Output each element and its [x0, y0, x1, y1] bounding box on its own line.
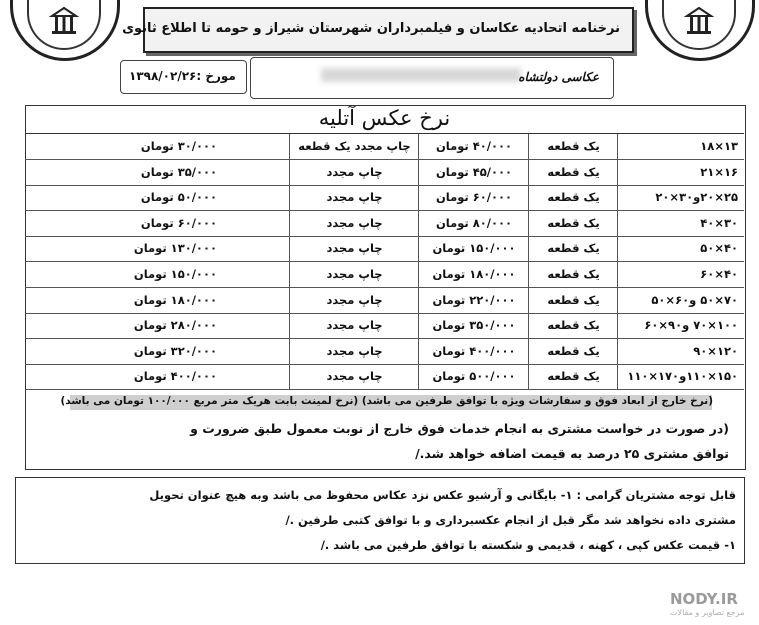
- reprint-price-cell: ۱۳۰/۰۰۰ تومان: [133, 241, 217, 256]
- size-cell: ۷۰×۵۰ و۶۰×۵۰: [617, 288, 744, 313]
- size-cell: ۱۵۰×۱۱۰و۱۷۰×۱۱۰: [617, 364, 744, 389]
- table-row: [25, 262, 744, 288]
- building-icon: [49, 6, 79, 36]
- site-watermark: [670, 590, 744, 617]
- unit-cell: یک قطعه: [528, 288, 618, 313]
- unit-cell: یک قطعه: [528, 339, 618, 364]
- table-row: [25, 364, 744, 390]
- size-cell: ۱۳×۱۸: [617, 134, 744, 159]
- unit-cell: یک قطعه: [528, 364, 618, 389]
- price-cell: ۸۰/۰۰۰ تومان: [418, 211, 529, 236]
- attention-line-3: ۱- قیمت عکس کپی ، کهنه ، قدیمی و شکسته با توافق طرفین می باشد ./: [320, 538, 736, 552]
- table-row: [25, 313, 744, 339]
- reprint-price-cell: ۲۸۰/۰۰۰ تومان: [133, 318, 217, 333]
- title-box: [122, 7, 634, 53]
- size-cell: ۲۵×۲۰و۳۰×۲۰: [617, 185, 744, 210]
- reprint-price-cell: ۳۲۰/۰۰۰ تومان: [133, 343, 217, 358]
- reprint-price-cell: ۱۸۰/۰۰۰ تومان: [133, 292, 217, 307]
- reprint-cell: چاپ مجدد: [289, 339, 419, 364]
- surcharge-note: توافق مشتری ۲۵ درصد به قیمت اضافه خواهد شد./: [415, 446, 729, 461]
- reprint-price-cell: ۳۰/۰۰۰ تومان: [140, 139, 217, 153]
- date-box: [120, 60, 247, 94]
- studio-name: عکاسی دولتشاه: [518, 70, 599, 84]
- redacted-area: [321, 68, 521, 82]
- table-row: [25, 288, 744, 314]
- price-cell: ۶۰/۰۰۰ تومان: [418, 185, 529, 210]
- unit-cell: یک قطعه: [528, 313, 618, 338]
- union-emblem-left: [10, 0, 120, 61]
- size-cell: ۴۰×۶۰: [617, 262, 744, 287]
- union-emblem-right: [645, 0, 755, 61]
- unit-cell: یک قطعه: [528, 185, 618, 210]
- table-row: [25, 211, 744, 237]
- building-icon: [684, 6, 714, 36]
- unit-cell: یک قطعه: [528, 262, 618, 287]
- table-row: [25, 160, 744, 186]
- unit-cell: یک قطعه: [528, 211, 618, 236]
- attention-line-2: مشتری داده نخواهد شد مگر قبل از انجام عکسبرداری و با توافق کتبی طرفین ./: [285, 513, 736, 527]
- table-row: [25, 236, 744, 262]
- urgent-service-note: (در صورت در خواست مشتری به انجام خدمات فوق خارج از نوبت معمول طبق ضرورت و: [190, 421, 729, 436]
- table-row: [25, 134, 744, 160]
- price-cell: ۱۵۰/۰۰۰ تومان: [418, 236, 529, 261]
- page-title: نرخنامه اتحادیه عکاسان و فیلمبرداران شهرستان شیراز و حومه تا اطلاع ثانوی: [122, 21, 620, 36]
- table-banner: [25, 105, 744, 134]
- reprint-price-cell: ۳۵/۰۰۰ تومان: [140, 164, 217, 179]
- reprint-price-cell: ۵۰/۰۰۰ تومان: [140, 190, 217, 205]
- price-cell: ۲۲۰/۰۰۰ تومان: [418, 288, 529, 313]
- reprint-cell: چاپ مجدد: [289, 185, 419, 210]
- size-cell: ۱۶×۲۱: [617, 160, 744, 185]
- reprint-cell: چاپ مجدد: [289, 211, 419, 236]
- reprint-cell: چاپ مجدد: [289, 160, 419, 185]
- unit-cell: یک قطعه: [528, 134, 618, 159]
- size-cell: ۴۰×۵۰: [617, 236, 744, 261]
- size-cell: ۱۰۰×۷۰ و۹۰×۶۰: [617, 313, 744, 338]
- table-row: [25, 185, 744, 211]
- reprint-price-cell: ۱۵۰/۰۰۰ تومان: [133, 267, 217, 281]
- reprint-cell: چاپ مجدد: [289, 262, 419, 287]
- size-cell: ۳۰×۴۰: [617, 211, 744, 236]
- price-cell: ۳۵۰/۰۰۰ تومان: [418, 313, 529, 338]
- table-title: نرخ عکس آتلیه: [318, 106, 451, 130]
- table-row: [25, 339, 744, 365]
- reprint-cell: چاپ مجدد: [289, 236, 419, 261]
- reprint-price-cell: ۶۰/۰۰۰ تومان: [140, 215, 217, 230]
- price-cell: ۵۰۰/۰۰۰ تومان: [418, 364, 529, 389]
- price-cell: ۱۸۰/۰۰۰ تومان: [418, 262, 529, 287]
- attention-box: [15, 477, 745, 564]
- watermark-brand: NODY.IR: [670, 590, 738, 608]
- reprint-cell: چاپ مجدد یک قطعه: [289, 134, 419, 159]
- date-label: مورخ :۱۳۹۸/۰۲/۲۶: [129, 69, 236, 83]
- price-cell: ۴۵/۰۰۰ تومان: [418, 160, 529, 185]
- special-order-note: (نرخ خارج از ابعاد فوق و سفارشات ویژه با توافق طرفین می باشد) (نرخ لمینت بابت هریک متر مربع ۱۰۰/۰۰۰ تومان می باشد): [60, 395, 713, 407]
- reprint-price-cell: ۴۰۰/۰۰۰ تومان: [133, 369, 217, 384]
- reprint-cell: چاپ مجدد: [289, 364, 419, 389]
- unit-cell: یک قطعه: [528, 236, 618, 261]
- price-cell: ۴۰/۰۰۰ تومان: [418, 134, 529, 159]
- attention-line-1: قابل توجه مشتریان گرامی : ۱- بایگانی و آرشیو عکس نزد عکاس محفوظ می باشد وبه هیچ عنوان تحویل: [149, 488, 736, 502]
- unit-cell: یک قطعه: [528, 160, 618, 185]
- studio-box: [250, 57, 614, 99]
- reprint-cell: چاپ مجدد: [289, 288, 419, 313]
- price-cell: ۴۰۰/۰۰۰ تومان: [418, 339, 529, 364]
- watermark-tagline: مرجع تصاویر و مقالات: [670, 608, 745, 617]
- size-cell: ۱۲۰×۹۰: [617, 339, 744, 364]
- reprint-cell: چاپ مجدد: [289, 313, 419, 338]
